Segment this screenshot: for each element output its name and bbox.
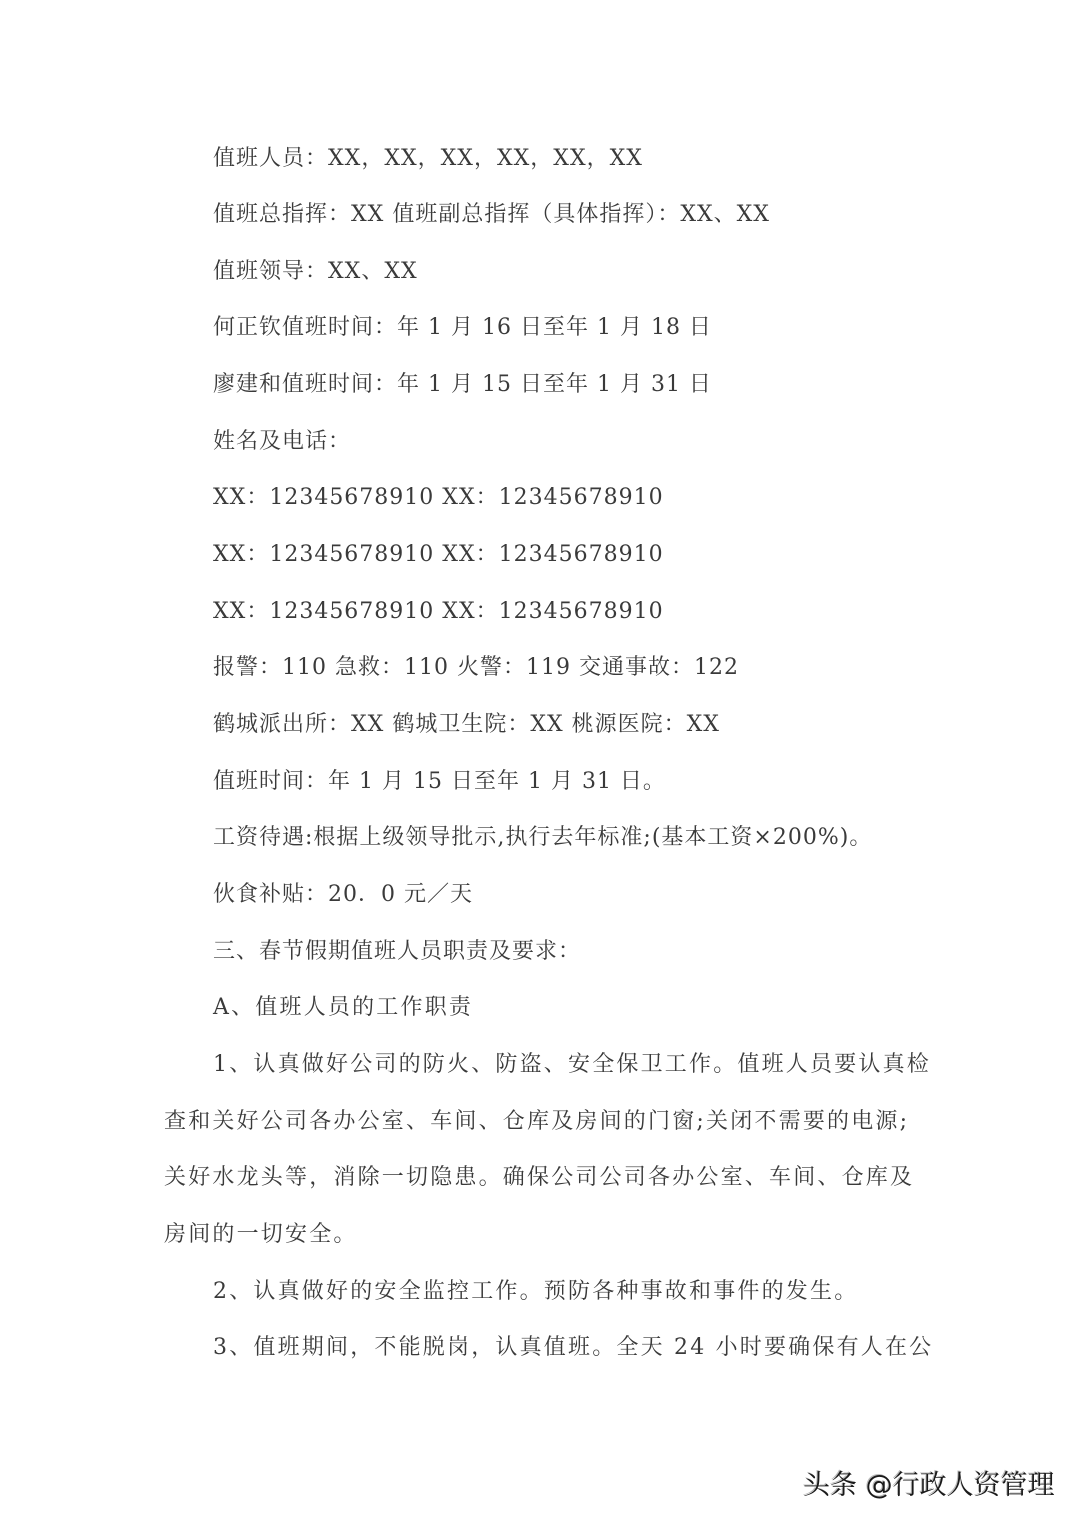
subsection-a-heading: A、值班人员的工作职责 — [213, 995, 474, 1020]
duty-item-1-cont: 关好水龙头等，消除一切隐患。确保公司公司各办公室、车间、仓库及 — [164, 1165, 915, 1190]
phone-row: XX：12345678910 XX：12345678910 — [213, 485, 664, 510]
duty-commander-line: 值班总指挥：XX 值班副总指挥（具体指挥）：XX、XX — [213, 202, 770, 227]
emergency-numbers-line: 报警：110 急救：110 火警：119 交通事故：122 — [213, 655, 739, 680]
source-watermark: 头条 @行政人资管理 — [803, 1470, 1055, 1501]
duty-time-liao-line: 廖建和值班时间：年 1 月 15 日至年 1 月 31 日 — [213, 372, 712, 397]
duty-item-3: 3、值班期间，不能脱岗，认真值班。全天 24 小时要确保有人在公 — [213, 1335, 934, 1360]
phone-row: XX：12345678910 XX：12345678910 — [213, 542, 664, 567]
phone-row: XX：12345678910 XX：12345678910 — [213, 599, 664, 624]
duty-item-2: 2、认真做好的安全监控工作。预防各种事故和事件的发生。 — [213, 1279, 859, 1304]
section-three-heading: 三、春节假期值班人员职责及要求： — [213, 939, 582, 964]
name-phone-heading: 姓名及电话： — [213, 429, 352, 454]
meal-allowance-line: 伙食补贴：20．0 元／天 — [213, 882, 473, 907]
local-contacts-line: 鹤城派出所：XX 鹤城卫生院：XX 桃源医院：XX — [213, 712, 720, 737]
salary-line: 工资待遇:根据上级领导批示,执行去年标准;(基本工资×200%)。 — [213, 825, 873, 850]
duty-item-1-cont: 查和关好公司各办公室、车间、仓库及房间的门窗;关闭不需要的电源; — [164, 1109, 910, 1134]
duty-time-he-line: 何正钦值班时间：年 1 月 16 日至年 1 月 18 日 — [213, 315, 712, 340]
duty-staff-line: 值班人员：XX，XX，XX，XX，XX，XX — [213, 146, 643, 171]
duty-period-line: 值班时间：年 1 月 15 日至年 1 月 31 日。 — [213, 769, 666, 794]
duty-item-1-cont: 房间的一切安全。 — [164, 1222, 358, 1247]
duty-leader-line: 值班领导：XX、XX — [213, 259, 418, 284]
duty-item-1: 1、认真做好公司的防火、防盗、安全保卫工作。值班人员要认真检 — [213, 1052, 931, 1077]
